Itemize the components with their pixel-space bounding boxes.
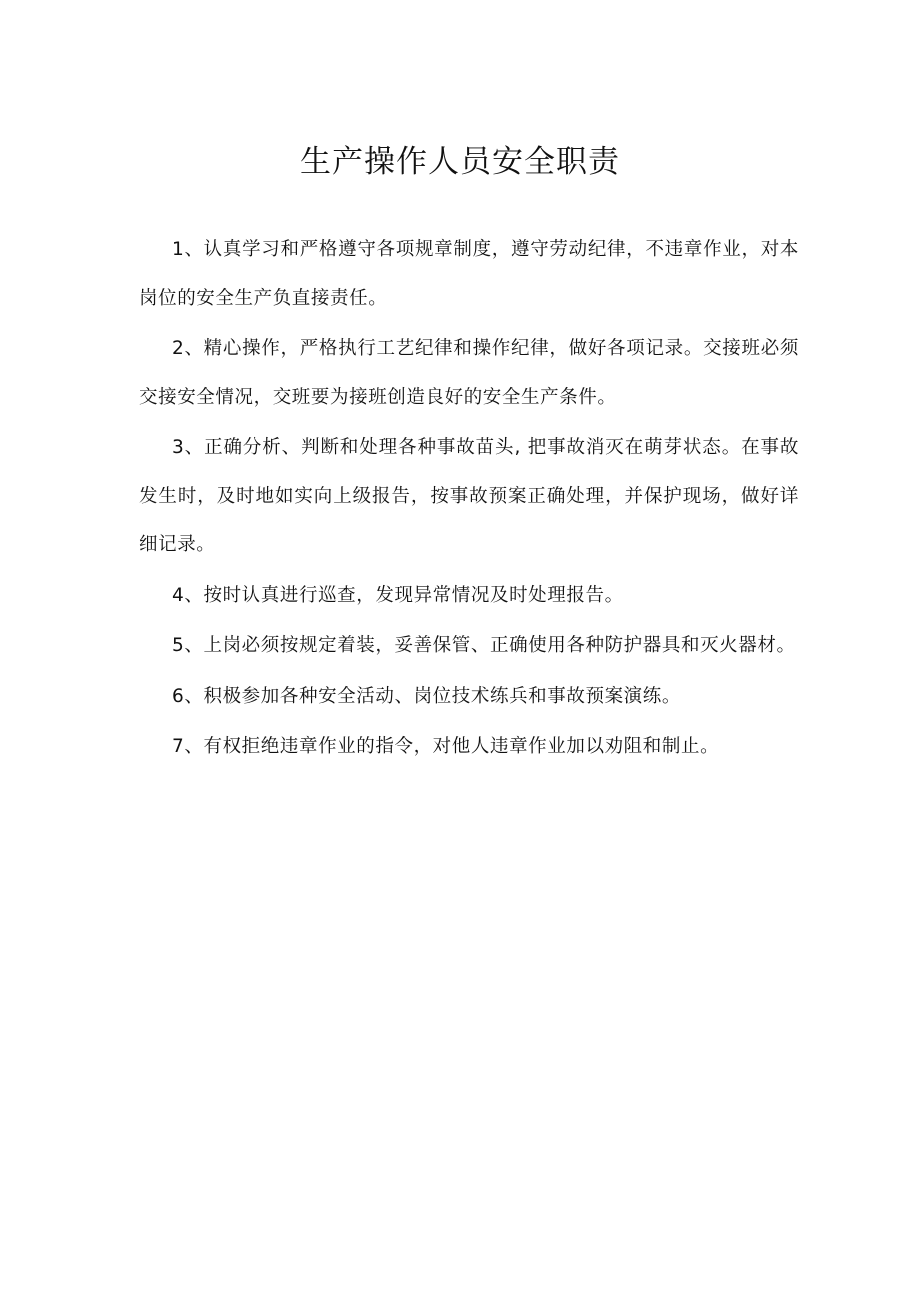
duty-item-2: 2、精心操作，严格执行工艺纪律和操作纪律，做好各项记录。交接班必须交接安全情况，交班要为接班创造良好的安全生产条件。 [139,338,799,408]
duty-item-1: 1、认真学习和严格遵守各项规章制度，遵守劳动纪律，不违章作业，对本岗位的安全生产负直接责任。 [139,239,799,309]
duty-item-6: 6、积极参加各种安全活动、岗位技术练兵和事故预案演练。 [172,685,681,707]
duty-item-4: 4、按时认真进行巡查，发现异常情况及时处理报告。 [172,584,624,606]
duty-item-7: 7、有权拒绝违章作业的指令，对他人违章作业加以劝阻和制止。 [172,736,720,757]
duty-item-3: 3、正确分析、判断和处理各种事故苗头, 把事故消灭在萌芽状态。在事故发生时，及时地如实向上级报告，按事故预案正确处理，并保护现场，做好详细记录。 [139,437,799,555]
document-body [139,226,799,774]
document-title: 生产操作人员安全职责 [300,144,620,180]
duty-item-5: 5、上岗必须按规定着装，妥善保管、正确使用各种防护器具和灭火器材。 [172,635,796,656]
